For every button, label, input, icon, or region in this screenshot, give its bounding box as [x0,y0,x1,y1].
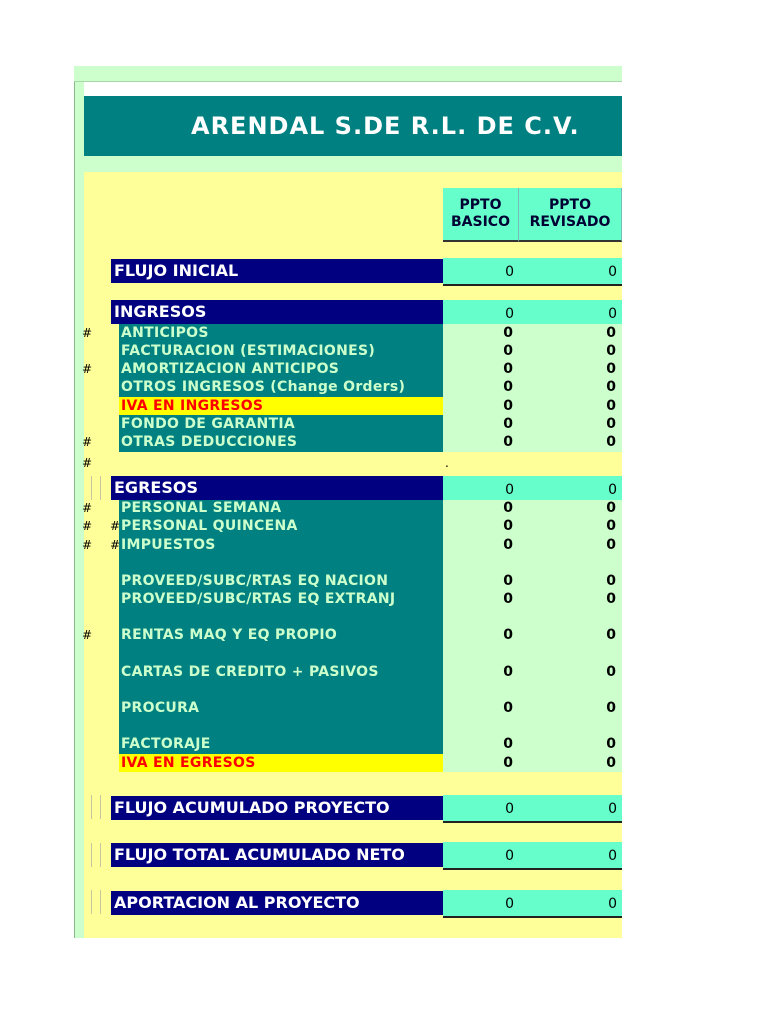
sheet-top-line [74,81,622,82]
margin-hash: # [110,519,121,533]
flujo-inicial-basico[interactable]: 0 [443,258,519,286]
ingresos-revisado[interactable]: 0 [519,300,622,324]
flujo-total-basico[interactable]: 0 [443,842,519,870]
cartas-basico[interactable]: 0 [503,664,513,680]
margin-hash: # [82,538,93,552]
section-flujo-acumulado-label: FLUJO ACUMULADO PROYECTO [111,796,443,820]
proveed-extranj-basico[interactable]: 0 [503,591,513,607]
egresos-row-quincena: PERSONAL QUINCENA [121,518,298,534]
facturacion-basico[interactable]: 0 [503,343,513,359]
column-header-revisado[interactable] [519,188,622,242]
section-flujo-total-label: FLUJO TOTAL ACUMULADO NETO [111,843,443,867]
iva-egresos-basico[interactable]: 0 [503,755,513,771]
margin-hash: # [82,519,93,533]
aportacion-basico[interactable]: 0 [443,890,519,918]
egresos-row-iva: IVA EN EGRESOS [121,755,256,771]
column-header-revisado-line2: REVISADO [529,214,611,230]
anticipos-basico[interactable]: 0 [503,325,513,341]
column-header-basico-line1: PPTO [459,197,502,213]
section-aportacion-label: APORTACION AL PROYECTO [111,891,443,915]
iva-ingresos-basico[interactable]: 0 [503,398,513,414]
otros-revisado[interactable]: 0 [606,379,616,395]
impuestos-revisado[interactable]: 0 [606,537,616,553]
cartas-revisado[interactable]: 0 [606,664,616,680]
deducciones-basico[interactable]: 0 [503,434,513,450]
deducciones-revisado[interactable]: 0 [606,434,616,450]
company-title: ARENDAL S.DE R.L. DE C.V. [191,112,580,140]
ingresos-basico[interactable]: 0 [443,300,519,324]
iva-egresos-revisado[interactable]: 0 [606,755,616,771]
procura-revisado[interactable]: 0 [606,700,616,716]
grid-tick [100,795,101,819]
egresos-row-rentas: RENTAS MAQ Y EQ PROPIO [121,627,338,643]
egresos-row-cartas: CARTAS DE CREDITO + PASIVOS [121,664,379,680]
procura-basico[interactable]: 0 [503,700,513,716]
proveed-nacion-revisado[interactable]: 0 [606,573,616,589]
impuestos-basico[interactable]: 0 [503,537,513,553]
grid-tick [100,843,101,867]
margin-hash: # [82,326,93,340]
factoraje-revisado[interactable]: 0 [606,736,616,752]
semana-basico[interactable]: 0 [503,500,513,516]
grid-tick [91,476,92,500]
flujo-acumulado-revisado[interactable]: 0 [519,795,622,823]
section-flujo-inicial-label: FLUJO INICIAL [111,259,443,283]
ingresos-row-facturacion: FACTURACION (ESTIMACIONES) [121,343,376,359]
factoraje-basico[interactable]: 0 [503,736,513,752]
ingresos-row-iva: IVA EN INGRESOS [121,398,264,414]
ingresos-row-deducciones: OTRAS DEDUCCIONES [121,434,298,450]
flujo-total-revisado[interactable]: 0 [519,842,622,870]
rentas-revisado[interactable]: 0 [606,627,616,643]
proveed-nacion-basico[interactable]: 0 [503,573,513,589]
section-egresos-label: EGRESOS [111,476,443,500]
iva-ingresos-revisado[interactable]: 0 [606,398,616,414]
egresos-row-semana: PERSONAL SEMANA [121,500,282,516]
proveed-extranj-revisado[interactable]: 0 [606,591,616,607]
quincena-revisado[interactable]: 0 [606,518,616,534]
margin-hash: # [82,501,93,515]
ingresos-row-amortizacion: AMORTIZACION ANTICIPOS [121,361,340,377]
rentas-basico[interactable]: 0 [503,627,513,643]
egresos-revisado[interactable]: 0 [519,476,622,500]
sheet-top-band [74,66,622,81]
grid-tick [100,476,101,500]
fondo-basico[interactable]: 0 [503,416,513,432]
aportacion-revisado[interactable]: 0 [519,890,622,918]
egresos-row-procura: PROCURA [121,700,200,716]
grid-tick [91,843,92,867]
semana-revisado[interactable]: 0 [606,500,616,516]
egresos-row-proveed-nacion: PROVEED/SUBC/RTAS EQ NACION [121,573,389,589]
egresos-row-factoraje: FACTORAJE [121,736,211,752]
margin-hash: # [82,628,93,642]
column-header-basico[interactable] [443,188,519,242]
amortizacion-basico[interactable]: 0 [503,361,513,377]
grid-tick [100,890,101,914]
egresos-basico[interactable]: 0 [443,476,519,500]
facturacion-revisado[interactable]: 0 [606,343,616,359]
grid-tick [91,890,92,914]
ingresos-row-anticipos: ANTICIPOS [121,325,209,341]
fondo-revisado[interactable]: 0 [606,416,616,432]
section-ingresos-label: INGRESOS [111,300,443,324]
margin-hash: # [82,362,93,376]
margin-hash: # [110,538,121,552]
margin-hash: # [82,435,93,449]
margin-hash: # [82,456,93,470]
ingresos-row-fondo: FONDO DE GARANTIA [121,416,295,432]
grid-tick [91,795,92,819]
flujo-acumulado-basico[interactable]: 0 [443,795,519,823]
egresos-row-impuestos: IMPUESTOS [121,537,216,553]
stray-dot: . [445,456,449,470]
title-gap [84,156,622,172]
egresos-row-proveed-extranj: PROVEED/SUBC/RTAS EQ EXTRANJ [121,591,396,607]
column-header-basico-line2: BASICO [451,214,510,230]
otros-basico[interactable]: 0 [503,379,513,395]
flujo-inicial-revisado[interactable]: 0 [519,258,622,286]
anticipos-revisado[interactable]: 0 [606,325,616,341]
amortizacion-revisado[interactable]: 0 [606,361,616,377]
column-header-revisado-line1: PPTO [549,197,591,213]
quincena-basico[interactable]: 0 [503,518,513,534]
ingresos-row-otros: OTROS INGRESOS (Change Orders) [121,379,406,395]
